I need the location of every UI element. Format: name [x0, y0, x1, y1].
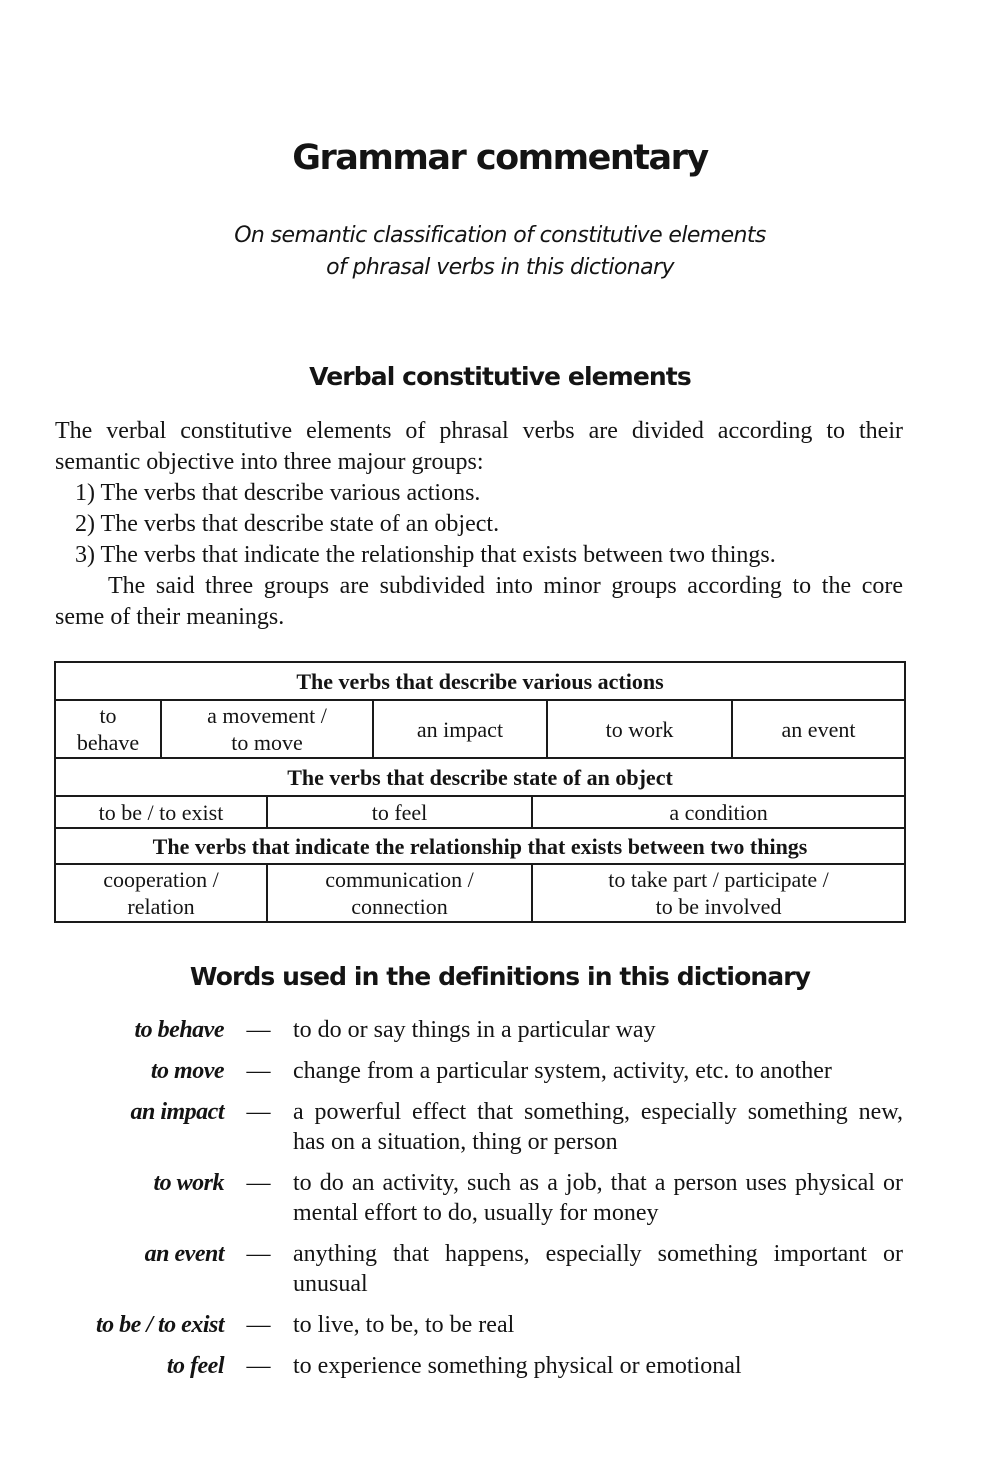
group-list-item: 2) The verbs that describe state of an object.: [75, 511, 500, 537]
cell-line: to move: [231, 730, 303, 755]
intro-text: [55, 416, 903, 633]
definitions-list: [0, 1015, 1000, 1392]
definition-term: to feel: [166, 1353, 224, 1379]
subtitle-line-2: of phrasal verbs in this dictionary: [326, 255, 674, 280]
table-cell: [55, 700, 161, 758]
subtitle: [0, 220, 1000, 284]
table-header-state: The verbs that describe state of an object: [55, 758, 905, 796]
subtitle-line-1: On semantic classification of constitutive elements: [234, 223, 766, 248]
definition-text: to live, to be, to be real: [293, 1312, 515, 1338]
definition-text: to do or say things in a particular way: [293, 1017, 656, 1043]
definition-dash: —: [246, 1017, 271, 1043]
definition-dash: —: [246, 1312, 271, 1338]
table-group-state: [54, 757, 906, 829]
definition-row: [0, 1056, 1000, 1086]
outro-paragraph: The said three groups are subdivided into minor groups according to the core seme of their meanings.: [55, 573, 903, 630]
definition-text: anything that happens, especially something important or unusual: [293, 1241, 903, 1297]
definition-term: to be / to exist: [96, 1312, 224, 1338]
cell-line: relation: [127, 894, 195, 919]
section-heading-verbal-elements: Verbal constitutive elements: [309, 362, 691, 391]
definition-row: [0, 1097, 1000, 1157]
definition-term: an event: [144, 1241, 224, 1267]
group-list: [55, 478, 903, 571]
definition-text: a powerful effect that something, especially something new, has on a situation, thing or person: [293, 1099, 903, 1155]
table-cell: [532, 864, 905, 922]
definition-dash: —: [246, 1241, 271, 1267]
table-header-actions: The verbs that describe various actions: [55, 662, 905, 700]
table-cell: to be / to exist: [55, 796, 267, 828]
definition-row: [0, 1239, 1000, 1299]
classification-table-wrapper: [54, 661, 904, 923]
cell-line: connection: [351, 894, 448, 919]
definition-dash: —: [246, 1058, 271, 1084]
definition-row: [0, 1310, 1000, 1340]
definition-dash: —: [246, 1353, 271, 1379]
table-cell: [55, 864, 267, 922]
definition-row: [0, 1351, 1000, 1381]
table-group-actions: [54, 661, 906, 759]
definition-term: to work: [153, 1170, 224, 1196]
definition-text: change from a particular system, activity, etc. to another: [293, 1058, 832, 1084]
group-list-item: 1) The verbs that describe various actions.: [75, 480, 481, 506]
definition-term: an impact: [130, 1099, 224, 1125]
intro-paragraph: The verbal constitutive elements of phrasal verbs are divided according to their semantic objective into three majour groups:: [55, 418, 903, 475]
table-header-relationship: The verbs that indicate the relationship that exists between two things: [55, 828, 905, 864]
definition-row: [0, 1168, 1000, 1228]
cell-line: communication /: [325, 867, 474, 892]
table-cell: to work: [547, 700, 732, 758]
cell-line: a movement /: [207, 703, 327, 728]
cell-line: behave: [76, 730, 140, 755]
table-cell: to feel: [267, 796, 532, 828]
cell-line: to: [99, 703, 117, 728]
table-cell: an impact: [373, 700, 547, 758]
page-title: Grammar commentary: [292, 138, 708, 178]
cell-line: cooperation /: [103, 867, 219, 892]
definition-term: to behave: [134, 1017, 224, 1043]
group-list-item: 3) The verbs that indicate the relationship that exists between two things.: [75, 542, 776, 568]
cell-line: to take part / participate /: [608, 867, 829, 892]
section-heading-definitions: Words used in the definitions in this dictionary: [189, 962, 811, 991]
definition-text: to do an activity, such as a job, that a person uses physical or mental effort to do, usually for money: [293, 1170, 903, 1226]
cell-line: to be involved: [655, 894, 782, 919]
definition-term: to move: [150, 1058, 224, 1084]
definition-row: [0, 1015, 1000, 1045]
table-cell: [161, 700, 373, 758]
definition-dash: —: [246, 1170, 271, 1196]
table-cell: [267, 864, 532, 922]
definition-text: to experience something physical or emotional: [293, 1353, 742, 1379]
table-cell: a condition: [532, 796, 905, 828]
definition-dash: —: [246, 1099, 271, 1125]
table-group-relationship: [54, 827, 906, 923]
table-cell: an event: [732, 700, 905, 758]
